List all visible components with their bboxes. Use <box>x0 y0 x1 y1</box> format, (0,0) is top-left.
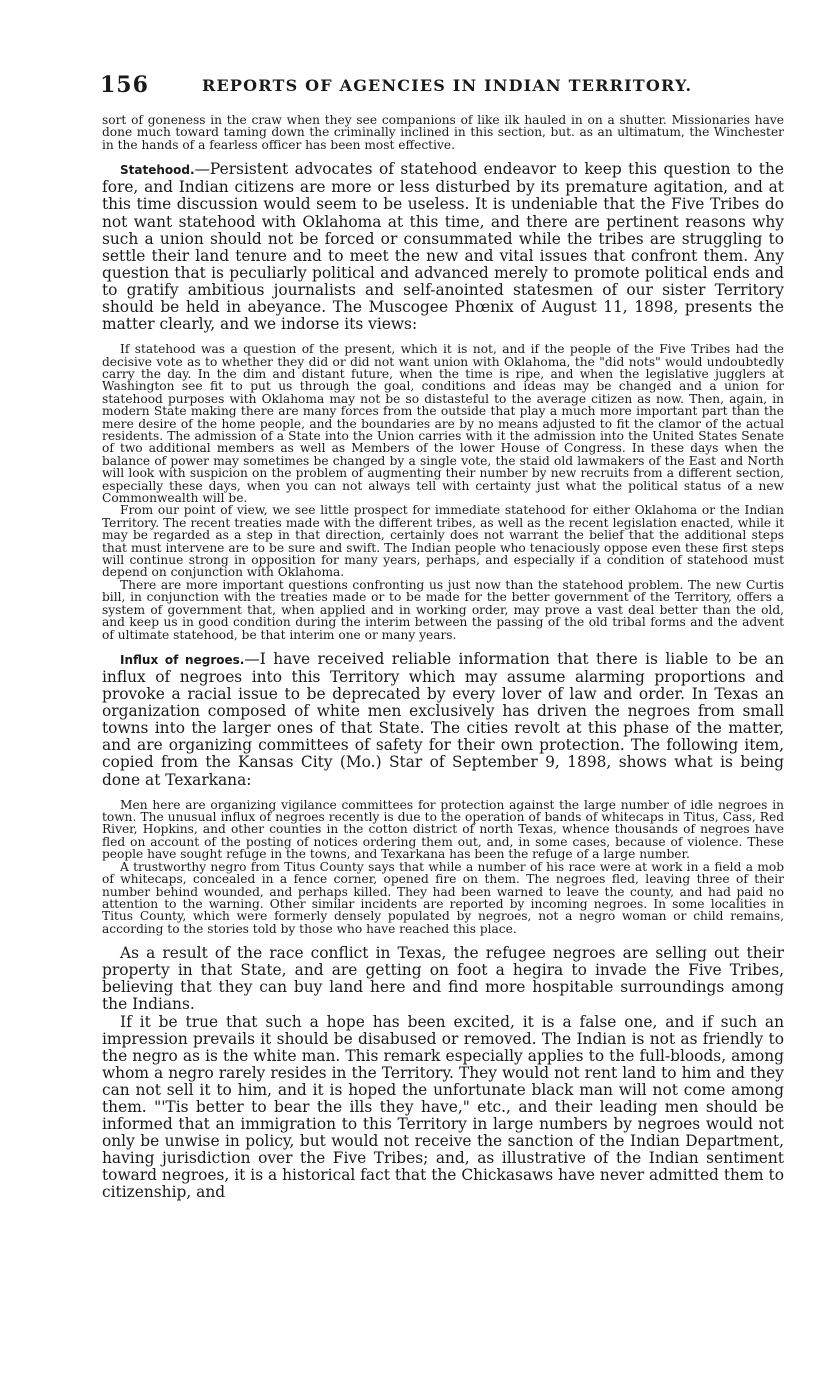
section-heading-statehood: Statehood. <box>120 163 195 178</box>
page-header <box>100 72 780 102</box>
paragraph-body: As a result of the race conflict in Texas, the refugee negroes are selling out their property in that State, and are getting on foot a hegira to invade the Five Tribes, believing that they can buy land here and find more hospitable surroundings among the Indians. <box>102 944 784 1014</box>
page-content <box>102 114 784 1202</box>
running-title: REPORTS OF AGENCIES IN INDIAN TERRITORY. <box>202 76 693 95</box>
quote-paragraph: From our point of view, we see little prospect for immediate statehood for either Oklahoma or the Indian Territory. The recent treaties made with the different tribes, as well as the recent legislation enacted, while it may be regarded as a step in that direction, certainly does not warrant the belief that the additional steps that must intervene are to be sure and swift. The Indian people who tenaciously oppose even these first steps will continue strong in opposition for many years, perhaps, and especially if a condition of statehood must depend on conjunction with Oklahoma. <box>102 503 784 580</box>
page-number: 156 <box>100 72 149 98</box>
paragraph-influx <box>102 651 784 789</box>
paragraph-statehood <box>102 161 784 333</box>
statehood-text: —Persistent advocates of statehood endeavor to keep this question to the fore, and Indian citizens are more or less disturbed by its premature agitation, and at this time discussion would seem to be useless. It is undeniable that the Five Tribes do not want statehood with Oklahoma at this time, and there are pertinent reasons why such a union should not be forced or consummated while the tribes are struggling to settle their land tenure and to meet the new and vital issues that confront them. Any question that is peculiarly political and advanced merely to promote political ends and to gratify ambitious journalists and self-anointed statesmen of our sister Territory should be held in abeyance. The Muscogee Phœnix of August 11, 1898, presents the matter clearly, and we indorse its views: <box>102 160 784 334</box>
quote-paragraph: Men here are organizing vigilance committees for protection against the large number of idle negroes in town. The unusual influx of negroes recently is due to the operation of bands of whitecaps in Titus, Cass, Red River, Hopkins, and other counties in the cotton district of north Texas, whence thousands of negroes have fled on account of the posting of notices ordering them out, and, in some cases, because of violence. These people have sought refuge in the towns, and Texarkana has been the refuge of a large number. <box>102 797 784 862</box>
section-heading-influx: Influx of negroes. <box>120 652 245 667</box>
influx-text: —I have received reliable information that there is liable to be an influx of negroes into this Territory which may assume alarming proportions and provoke a racial issue to be deprecated by every lover of law and order. In Texas an organization composed of white men exclusively has driven the negroes from small towns into the larger ones of that State. The cities revolt at this phase of the matter, and are organizing committees of safety for their own protection. The following item, copied from the Kansas City (Mo.) Star of September 9, 1898, shows what is being done at Texarkana: <box>102 649 785 789</box>
quote-paragraph: There are more important questions confronting us just now than the statehood problem. The new Curtis bill, in conjunction with the treaties made or to be made for the better government of the Territory, offers a system of government that, when applied and in working order, may prove a vast deal better than the old, and keep us in good condition during the interim between the passing of the old tribal forms and the advent of ultimate statehood, be that interim one or many years. <box>102 577 784 642</box>
quote-paragraph: A trustworthy negro from Titus County says that while a number of his race were at work in a field a mob of whitecaps, concealed in a fence corner, opened fire on them. The negroes fled, leaving three of their number behind wounded, and perhaps killed. They had been warned to leave the county, and had paid no attention to the warning. Other similar incidents are reported by incoming negroes. In some localities in Titus County, which were formerly densely populated by negroes, not a negro woman or child remains, according to the stories told by those who have reached this place. <box>102 859 784 936</box>
paragraph-continuation: sort of goneness in the craw when they see companions of like ilk hauled in on a shutter. Missionaries have done much toward taming down the criminally inclined in this section, but. as an ultimatum, the Winchester in the hands of a fearless officer has been most effective. <box>102 113 784 152</box>
quote-paragraph: If statehood was a question of the present, which it is not, and if the people of the Five Tribes had the decisive vote as to whether they did or did not want union with Oklahoma, the "did nots" would undoubtedly carry the day. In the dim and distant future, when the time is ripe, and when the legislative jugglers at Washington see fit to put us through the goal, conditions and ideas may be changed and a union for statehood purposes with Oklahoma may not be so distasteful to the average citizen as now. Then, again, in modern State making there are many forces from the outside that play a much more important part than the mere desire of the home people, and the boundaries are by no means adjusted to fit the clamor of the actual residents. The admission of a State into the Union carries with it the admission into the United States Senate of two additional members as well as Members of the lower House of Congress. In these days when the balance of power may sometimes be changed by a single vote, the staid old lawmakers of the East and North will look with suspicion on the problem of augmenting their number by new recruits from a different section, especially these days, when you can not always tell with certainty just what the political status of a new Commonwealth will be. <box>102 342 784 506</box>
paragraph-body: If it be true that such a hope has been excited, it is a false one, and if such an impression prevails it should be disabused or removed. The Indian is not as friendly to the negro as is the white man. This remark especially applies to the full-bloods, among whom a negro rarely resides in the Territory. They would not rent land to him and they can not sell it to him, and it is hoped the unfortunate black man will not come among them. "'Tis better to bear the ills they have," etc., and their leading men should be informed that an immigration to this Territory in large numbers by negroes would not only be unwise in policy, but would not receive the sanction of the Indian Department, having jurisdiction over the Five Tribes; and, as illustrative of the Indian sentiment toward negroes, it is a historical fact that the Chickasaws have never admitted them to citizenship, and <box>102 1012 784 1202</box>
